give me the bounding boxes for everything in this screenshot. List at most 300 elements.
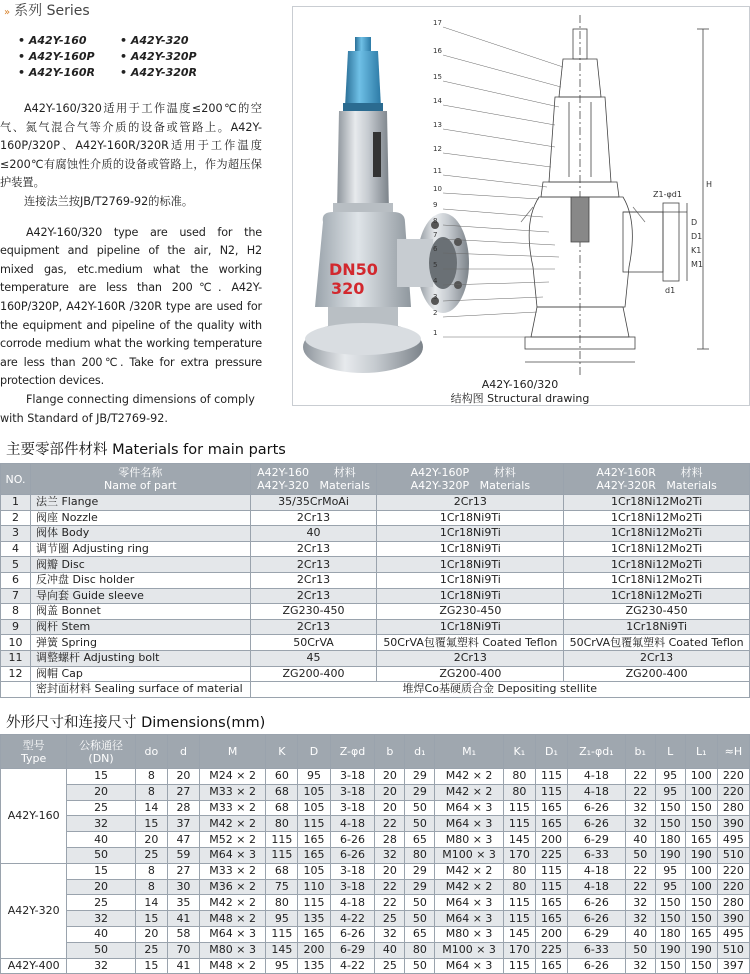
dim-label-z1: Z1-φd1 (653, 190, 682, 199)
dimensions-header-cell: b₁ (625, 735, 655, 769)
materials-row (1, 635, 750, 651)
materials-cell-name: 法兰 Flange (30, 495, 250, 511)
dimensions-cell: 150 (655, 895, 685, 911)
materials-cell-m2: 1Cr18Ni9Ti (377, 588, 564, 604)
dimensions-cell: 22 (375, 895, 405, 911)
materials-cell-no: 1 (1, 495, 31, 511)
dimensions-cell: 115 (503, 958, 535, 974)
dimensions-cell: 35 (167, 895, 199, 911)
dimensions-cell: 165 (535, 911, 567, 927)
dimensions-row (1, 769, 750, 785)
dim-label-d: D (691, 218, 698, 227)
materials-cell-m2: 1Cr18Ni9Ti (377, 526, 564, 542)
dimensions-cell: M64 × 3 (199, 926, 265, 942)
figure-panel (292, 6, 750, 406)
dimensions-cell: 145 (503, 926, 535, 942)
materials-cell-m3: 1Cr18Ni12Mo2Ti (564, 495, 750, 511)
dimensions-cell: 115 (535, 784, 567, 800)
dimensions-cell: 22 (375, 816, 405, 832)
dimensions-cell: 50 (67, 847, 135, 863)
dimensions-cell: 110 (298, 879, 330, 895)
model-item: • A42Y-320R (120, 66, 198, 79)
dimensions-cell: 22 (625, 769, 655, 785)
dimensions-cell: M64 × 3 (435, 800, 503, 816)
description-en-1: A42Y-160/320 type are used for the equipment and pipeline of the air, N2, H2 mixed gas, etc.medium what the working temperature are less than 200℃. A42Y-160P/320P, A42Y-160R /320R type are used for the equipment and pipeline of the quality with corrode medium what the working temperature are less than 200℃. Take for extra pressure protection devices. (0, 225, 262, 388)
sealing-value: 堆焊Co基硬质合金 Depositing stellite (250, 682, 749, 698)
dimensions-cell: 510 (717, 847, 749, 863)
materials-cell-m3: 1Cr18Ni12Mo2Ti (564, 510, 750, 526)
materials-cell-name: 阀体 Body (30, 526, 250, 542)
materials-cell-m2: 1Cr18Ni9Ti (377, 541, 564, 557)
materials-cell-m1: ZG230-450 (250, 604, 377, 620)
dimensions-cell: 25 (135, 847, 167, 863)
dimensions-cell: 95 (655, 769, 685, 785)
materials-cell-m3: 1Cr18Ni12Mo2Ti (564, 526, 750, 542)
dimensions-cell: 115 (535, 769, 567, 785)
dimensions-cell: 15 (135, 816, 167, 832)
dimensions-cell: 190 (685, 847, 717, 863)
dimensions-cell: 28 (375, 832, 405, 848)
callout-number: 4 (433, 277, 438, 285)
materials-row (1, 650, 750, 666)
materials-cell-m3: 2Cr13 (564, 650, 750, 666)
dimensions-cell: 6-29 (330, 942, 375, 958)
dimensions-cell: 280 (717, 895, 749, 911)
header-no: NO. (1, 464, 31, 495)
dimensions-cell: 165 (535, 958, 567, 974)
dimensions-row (1, 942, 750, 958)
dimensions-cell: M48 × 2 (199, 958, 265, 974)
dimensions-cell: 50 (625, 942, 655, 958)
materials-cell-m2: 2Cr13 (377, 650, 564, 666)
valve-marking-1: DN50 (329, 260, 378, 279)
dimensions-cell: 22 (375, 879, 405, 895)
dimensions-cell: M64 × 3 (435, 895, 503, 911)
materials-cell-m2: 1Cr18Ni9Ti (377, 557, 564, 573)
dimensions-cell: 95 (298, 769, 330, 785)
dimensions-cell: 165 (535, 816, 567, 832)
dimensions-cell: 150 (655, 911, 685, 927)
materials-cell-m3: 1Cr18Ni12Mo2Ti (564, 557, 750, 573)
dimensions-cell: M42 × 2 (435, 863, 503, 879)
materials-row (1, 557, 750, 573)
dimensions-cell: 220 (717, 879, 749, 895)
materials-cell-name: 阀瓣 Disc (30, 557, 250, 573)
dimensions-cell: 59 (167, 847, 199, 863)
dimensions-cell: 190 (655, 847, 685, 863)
dimensions-table (0, 734, 750, 974)
description-en-2: Flange connecting dimensions of comply with Standard of JB/T2769-92. (0, 392, 255, 425)
model-item: • A42Y-320 (120, 34, 189, 47)
dimensions-cell: 80 (266, 816, 298, 832)
dimensions-cell: 25 (375, 911, 405, 927)
dimensions-header-cell: d₁ (405, 735, 435, 769)
materials-row (1, 666, 750, 682)
materials-row (1, 604, 750, 620)
dimensions-cell: 29 (405, 784, 435, 800)
dimensions-header-cell: 型号 Type (1, 735, 67, 769)
materials-cell-m1: 35/35CrMoAi (250, 495, 377, 511)
materials-cell-m2: ZG200-400 (377, 666, 564, 682)
dimensions-cell: 165 (298, 832, 330, 848)
description-cn-1: A42Y-160/320适用于工作温度≤200℃的空气、氮气混合气等介质的设备或管路上。A42Y-160P/320P、A42Y-160R/320R适用于工作温度≤200℃有腐蚀性介质的设备或管路上，作为超压保护装置。 (0, 102, 262, 190)
callout-number: 12 (433, 145, 442, 153)
materials-cell-no: 9 (1, 619, 31, 635)
caption-text: 结构图 Structural drawing (450, 392, 590, 405)
figure-caption (440, 378, 600, 406)
dimensions-cell: 397 (717, 958, 749, 974)
materials-cell-name: 导向套 Guide sleeve (30, 588, 250, 604)
dimensions-cell: 220 (717, 863, 749, 879)
materials-cell-m1: 2Cr13 (250, 541, 377, 557)
dimensions-cell: 150 (655, 816, 685, 832)
dimensions-cell: 3-18 (330, 879, 375, 895)
callout-number: 13 (433, 121, 442, 129)
dimensions-cell: 4-18 (568, 769, 626, 785)
dimensions-cell: M42 × 2 (435, 769, 503, 785)
dimensions-cell: 50 (405, 895, 435, 911)
dimensions-cell: 100 (685, 879, 717, 895)
dimensions-header-cell: L (655, 735, 685, 769)
dimensions-cell: 8 (135, 879, 167, 895)
dimensions-cell: 20 (67, 879, 135, 895)
dimensions-row (1, 879, 750, 895)
dimensions-cell: 6-26 (330, 926, 375, 942)
dimensions-cell: 95 (266, 958, 298, 974)
dimensions-header-cell: M (199, 735, 265, 769)
dimensions-cell: 4-18 (330, 895, 375, 911)
materials-cell-m3: 50CrVA包覆氟塑料 Coated Teflon (564, 635, 750, 651)
dimensions-cell: 6-26 (568, 800, 626, 816)
dimensions-cell: 150 (685, 816, 717, 832)
model-item: • A42Y-320P (120, 50, 197, 63)
dimensions-row (1, 895, 750, 911)
dimensions-cell: 95 (655, 879, 685, 895)
sealing-name: 密封面材料 Sealing surface of material (30, 682, 250, 698)
dimensions-cell: 4-18 (568, 879, 626, 895)
model-row (18, 49, 222, 65)
dimensions-cell: 8 (135, 863, 167, 879)
dimensions-cell: 100 (685, 863, 717, 879)
dimensions-cell: 8 (135, 769, 167, 785)
dimensions-cell: 4-22 (330, 958, 375, 974)
model-row (18, 33, 222, 49)
materials-cell-m3: ZG200-400 (564, 666, 750, 682)
dimensions-cell: 50 (405, 816, 435, 832)
dimensions-cell: 115 (298, 816, 330, 832)
dimensions-cell: 29 (405, 879, 435, 895)
dimensions-cell: 80 (503, 769, 535, 785)
dimensions-row (1, 926, 750, 942)
dimensions-cell: 200 (298, 942, 330, 958)
callout-number: 9 (433, 201, 438, 209)
materials-cell-name: 阀杆 Stem (30, 619, 250, 635)
callout-number: 8 (433, 217, 438, 225)
materials-cell-m1: 45 (250, 650, 377, 666)
callout-number: 5 (433, 261, 438, 269)
dimensions-cell: 4-22 (330, 911, 375, 927)
materials-cell-no: 6 (1, 572, 31, 588)
dimensions-cell: 60 (266, 769, 298, 785)
dimensions-cell: 27 (167, 863, 199, 879)
materials-cell-no: 11 (1, 650, 31, 666)
dimensions-cell: 32 (625, 800, 655, 816)
header-col3: A42Y-160R A42Y-320R 材料 Materials (564, 464, 750, 495)
dimensions-cell: 22 (625, 863, 655, 879)
materials-cell-name: 调整螺杆 Adjusting bolt (30, 650, 250, 666)
dimensions-cell: 135 (298, 911, 330, 927)
dimensions-cell: 165 (535, 895, 567, 911)
dimensions-cell: M33 × 2 (199, 784, 265, 800)
dimensions-cell: M64 × 3 (435, 958, 503, 974)
structural-drawing (443, 15, 709, 387)
header-col2: A42Y-160P A42Y-320P 材料 Materials (377, 464, 564, 495)
materials-row (1, 619, 750, 635)
materials-cell-name: 阀盖 Bonnet (30, 604, 250, 620)
materials-cell-no: 12 (1, 666, 31, 682)
dimensions-cell: 3-18 (330, 800, 375, 816)
dimensions-cell: 6-26 (568, 816, 626, 832)
materials-cell-m2: 1Cr18Ni9Ti (377, 619, 564, 635)
dimensions-cell: 145 (266, 942, 298, 958)
dimensions-cell: 6-26 (568, 895, 626, 911)
dimensions-cell: 40 (625, 832, 655, 848)
dimensions-cell: 225 (535, 942, 567, 958)
dimensions-cell: 22 (625, 784, 655, 800)
dimensions-cell: 495 (717, 926, 749, 942)
dimensions-cell: 80 (503, 863, 535, 879)
dimensions-cell: 20 (375, 800, 405, 816)
dimensions-cell: 40 (625, 926, 655, 942)
dimensions-cell: 115 (266, 832, 298, 848)
valve-photo (303, 37, 469, 373)
materials-cell-m1: 50CrVA (250, 635, 377, 651)
dimensions-cell: 14 (135, 895, 167, 911)
dimensions-cell: 105 (298, 784, 330, 800)
dimensions-cell: 28 (167, 800, 199, 816)
materials-header-row (1, 464, 750, 495)
dimensions-cell: 150 (685, 800, 717, 816)
double-chevron-icon: » (4, 7, 11, 18)
dimensions-cell: 4-18 (568, 784, 626, 800)
dimensions-cell: 32 (625, 911, 655, 927)
callout-number: 2 (433, 309, 438, 317)
dimensions-cell: 50 (405, 958, 435, 974)
dimensions-cell: M64 × 3 (435, 816, 503, 832)
dimensions-cell: 50 (67, 942, 135, 958)
dimensions-cell: 80 (405, 847, 435, 863)
callout-number: 1 (433, 329, 438, 337)
dimensions-cell: 80 (503, 879, 535, 895)
materials-cell-m1: 2Cr13 (250, 619, 377, 635)
model-list (18, 33, 222, 81)
dimensions-cell: 68 (266, 800, 298, 816)
dimensions-cell: 8 (135, 784, 167, 800)
dimensions-cell: 20 (135, 832, 167, 848)
dimensions-cell: 15 (67, 769, 135, 785)
dimensions-cell: 165 (298, 926, 330, 942)
dimensions-header-cell: K₁ (503, 735, 535, 769)
materials-cell-m1: ZG200-400 (250, 666, 377, 682)
dimensions-cell: 390 (717, 911, 749, 927)
dimensions-cell: 68 (266, 863, 298, 879)
callout-number: 15 (433, 73, 442, 81)
materials-row (1, 526, 750, 542)
dimensions-cell: 32 (375, 926, 405, 942)
dimensions-cell: 495 (717, 832, 749, 848)
materials-cell-no: 5 (1, 557, 31, 573)
dimensions-cell: 170 (503, 847, 535, 863)
materials-cell-no: 3 (1, 526, 31, 542)
dimensions-cell: 180 (655, 926, 685, 942)
dimensions-cell: 80 (405, 942, 435, 958)
dimensions-cell: 115 (266, 847, 298, 863)
materials-cell-name: 弹簧 Spring (30, 635, 250, 651)
dimensions-cell: 32 (625, 958, 655, 974)
dimensions-cell: M52 × 2 (199, 832, 265, 848)
dimensions-cell: 32 (67, 816, 135, 832)
dimensions-cell: 6-26 (568, 958, 626, 974)
description (0, 100, 262, 428)
dimensions-header-cell: K (266, 735, 298, 769)
dimensions-title: 外形尺寸和连接尺寸 Dimensions(mm) (6, 715, 266, 731)
dimensions-row (1, 832, 750, 848)
materials-cell-m2: 1Cr18Ni9Ti (377, 572, 564, 588)
dimensions-cell: 22 (625, 879, 655, 895)
dimensions-cell: M100 × 3 (435, 942, 503, 958)
dimensions-cell: 20 (375, 784, 405, 800)
dimensions-cell: 6-33 (568, 942, 626, 958)
dimensions-cell: 115 (503, 800, 535, 816)
dimensions-cell: 29 (405, 769, 435, 785)
dimensions-cell: M24 × 2 (199, 769, 265, 785)
dimensions-cell: 30 (167, 879, 199, 895)
dimensions-row (1, 847, 750, 863)
materials-cell-m3: ZG230-450 (564, 604, 750, 620)
dimensions-cell: 32 (625, 816, 655, 832)
dimensions-cell: 190 (685, 942, 717, 958)
materials-row (1, 510, 750, 526)
dimensions-cell: 65 (405, 832, 435, 848)
callout-number: 3 (433, 293, 438, 301)
materials-cell-m3: 1Cr18Ni9Ti (564, 619, 750, 635)
materials-cell-no: 2 (1, 510, 31, 526)
callout-number: 11 (433, 167, 442, 175)
dimensions-row (1, 911, 750, 927)
dimensions-cell: 20 (167, 769, 199, 785)
materials-cell-m2: 50CrVA包覆氟塑料 Coated Teflon (377, 635, 564, 651)
dimensions-cell: 150 (655, 800, 685, 816)
header-col1: A42Y-160 A42Y-320 材料 Materials (250, 464, 377, 495)
materials-cell-m1: 2Cr13 (250, 510, 377, 526)
materials-row (1, 572, 750, 588)
dimensions-cell: 20 (67, 784, 135, 800)
dimensions-type-cell: A42Y-400 (1, 958, 67, 974)
dimensions-header-cell: d (167, 735, 199, 769)
dimensions-cell: 200 (535, 926, 567, 942)
materials-cell-no: 8 (1, 604, 31, 620)
dimensions-cell: 15 (135, 911, 167, 927)
dimensions-cell: M80 × 3 (435, 832, 503, 848)
dimensions-header-cell: D₁ (535, 735, 567, 769)
dimensions-header-cell: M₁ (435, 735, 503, 769)
dimensions-header-cell: 公称通径 (DN) (67, 735, 135, 769)
dimensions-cell: 135 (298, 958, 330, 974)
dimensions-cell: 220 (717, 784, 749, 800)
dimensions-cell: 20 (375, 863, 405, 879)
dimensions-cell: 180 (655, 832, 685, 848)
dimensions-header-cell: b (375, 735, 405, 769)
dimensions-cell: 115 (535, 863, 567, 879)
dimensions-header-cell: D (298, 735, 330, 769)
dimensions-cell: 280 (717, 800, 749, 816)
dimensions-cell: 165 (685, 926, 717, 942)
description-cn-2: 连接法兰按JB/T2769-92的标准。 (24, 194, 194, 208)
dimensions-cell: 15 (135, 958, 167, 974)
model-item: • A42Y-160R (18, 66, 96, 79)
dimensions-cell: 25 (67, 895, 135, 911)
dimensions-cell: 150 (655, 958, 685, 974)
dimensions-cell: 40 (67, 926, 135, 942)
materials-row (1, 541, 750, 557)
materials-cell-no: 10 (1, 635, 31, 651)
materials-row (1, 495, 750, 511)
dim-label-m1: M1 (691, 260, 703, 269)
dimensions-header-cell: Z-φd (330, 735, 375, 769)
callout-number: 14 (433, 97, 442, 105)
materials-cell-name: 阀座 Nozzle (30, 510, 250, 526)
dimensions-cell: 165 (298, 847, 330, 863)
dim-label-d1b: d1 (665, 286, 676, 295)
callout-number: 10 (433, 185, 442, 193)
sealing-row (1, 682, 750, 698)
materials-cell-m1: 2Cr13 (250, 557, 377, 573)
dimensions-cell: 115 (266, 926, 298, 942)
dim-label-k1: K1 (691, 246, 702, 255)
dimensions-cell: 68 (266, 784, 298, 800)
caption-model: A42Y-160/320 (481, 378, 559, 391)
model-item: • A42Y-160 (18, 34, 87, 47)
dimensions-cell: 4-18 (330, 816, 375, 832)
dimensions-cell: 115 (535, 879, 567, 895)
dimensions-cell: 105 (298, 800, 330, 816)
dimensions-cell: 65 (405, 926, 435, 942)
dimensions-type-cell: A42Y-160 (1, 769, 67, 864)
materials-cell-m2: 1Cr18Ni9Ti (377, 510, 564, 526)
dimensions-cell: M33 × 2 (199, 863, 265, 879)
dimensions-cell: 41 (167, 958, 199, 974)
materials-cell-m1: 40 (250, 526, 377, 542)
dimensions-cell: 165 (535, 800, 567, 816)
dimensions-cell: 32 (375, 847, 405, 863)
dimensions-cell: M36 × 2 (199, 879, 265, 895)
materials-cell-m1: 2Cr13 (250, 588, 377, 604)
dimensions-cell: 20 (135, 926, 167, 942)
dimensions-cell: M33 × 2 (199, 800, 265, 816)
dimensions-cell: 190 (655, 942, 685, 958)
dimensions-cell: 95 (655, 784, 685, 800)
dimensions-cell: 100 (685, 784, 717, 800)
valve-figure (293, 7, 749, 405)
dimensions-cell: 510 (717, 942, 749, 958)
dimensions-cell: 32 (67, 911, 135, 927)
materials-cell-m1: 2Cr13 (250, 572, 377, 588)
dimensions-cell: 95 (655, 863, 685, 879)
dimensions-row (1, 784, 750, 800)
dimensions-cell: 200 (535, 832, 567, 848)
dimensions-cell: M64 × 3 (199, 847, 265, 863)
dimensions-cell: 3-18 (330, 863, 375, 879)
